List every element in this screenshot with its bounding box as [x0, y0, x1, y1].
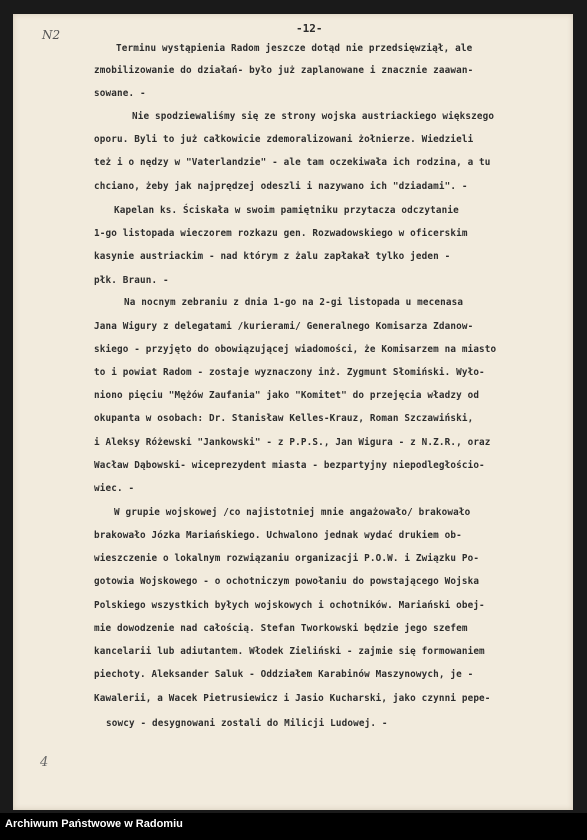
text-line: Nie spodziewaliśmy się ze strony wojska austriackiego większego — [132, 111, 495, 122]
text-line: W grupie wojskowej /co najistotniej mnie angażowało/ brakowało — [114, 507, 471, 518]
text-line: brakowało Józka Mariańskiego. Uchwalono jednak wydać drukiem ob- — [94, 530, 462, 541]
page-number: -12- — [296, 22, 323, 35]
text-line: kasynie austriackim - nad którym z żalu zapłakał tylko jeden - — [94, 251, 451, 262]
archive-name: Archiwum Państwowe w Radomiu — [5, 818, 183, 830]
text-line: sowane. - — [94, 88, 146, 99]
text-line: chciano, żeby jak najprędzej odeszli i nazywano ich "dziadami". - — [94, 181, 468, 192]
text-line: skiego - przyjęto do obowiązującej wiadomości, że Komisarzem na miasto — [94, 344, 497, 355]
text-line: sowcy - desygnowani zostali do Milicji Ludowej. - — [106, 718, 388, 729]
text-line: Na nocnym zebraniu z dnia 1-go na 2-gi listopada u mecenasa — [124, 297, 464, 308]
text-line: Terminu wystąpienia Radom jeszcze dotąd nie przedsięwziął, ale — [116, 43, 473, 54]
text-line: i Aleksy Różewski "Jankowski" - z P.P.S., Jan Wigura - z N.Z.R., oraz — [94, 437, 491, 448]
text-line: Jana Wigury z delegatami /kurierami/ Generalnego Komisarza Zdanow- — [94, 321, 474, 332]
text-line: piechoty. Aleksander Saluk - Oddziałem Karabinów Maszynowych, je - — [94, 669, 474, 680]
text-line: oporu. Byli to już całkowicie zdemoralizowani żołnierze. Wiedzieli — [94, 134, 474, 145]
margin-annotation-top: N2 — [42, 28, 61, 42]
text-line: Wacław Dąbowski- wiceprezydent miasta - bezpartyjny niepodległościo- — [94, 460, 485, 471]
text-line: zmobilizowanie do działań- było już zaplanowane i znacznie zaawan- — [94, 65, 474, 76]
text-line: gotowia Wojskowego - o ochotniczym powołaniu do powstającego Wojska — [94, 576, 480, 587]
margin-annotation-bottom: 4 — [40, 755, 49, 770]
text-line: Kapelan ks. Ściskała w swoim pamiętniku przytacza odczytanie — [114, 205, 459, 216]
text-line: to i powiat Radom - zostaje wyznaczony inż. Zygmunt Słomiński. Wyło- — [94, 367, 485, 378]
text-line: kancelarii lub adiutantem. Włodek Zieliński - zajmie się formowaniem — [94, 646, 485, 657]
text-line: Kawalerii, a Wacek Pietrusiewicz i Jasio Kucharski, jako czynni pepe- — [94, 693, 491, 704]
text-line: płk. Braun. - — [94, 275, 169, 286]
text-line: mie dowodzenie nad całością. Stefan Tworkowski będzie jego szefem — [94, 623, 468, 634]
text-line: wieszczenie o lokalnym rozwiązaniu organizacji P.O.W. i Związku Po- — [94, 553, 480, 564]
text-line: 1-go listopada wieczorem rozkazu gen. Rozwadowskiego w oficerskim — [94, 228, 468, 239]
archive-footer-bar — [0, 813, 587, 840]
text-line: niono pięciu "Mężów Zaufania" jako "Komitet" do przejęcia władzy od — [94, 390, 480, 401]
text-line: Polskiego wszystkich byłych wojskowych i ochotników. Mariański obej- — [94, 600, 485, 611]
text-line: wiec. - — [94, 483, 135, 494]
text-line: też i o nędzy w "Vaterlandzie" - ale tam oczekiwała ich rodzina, a tu — [94, 157, 491, 168]
text-line: okupanta w osobach: Dr. Stanisław Kelles-Krauz, Roman Szczawiński, — [94, 413, 474, 424]
